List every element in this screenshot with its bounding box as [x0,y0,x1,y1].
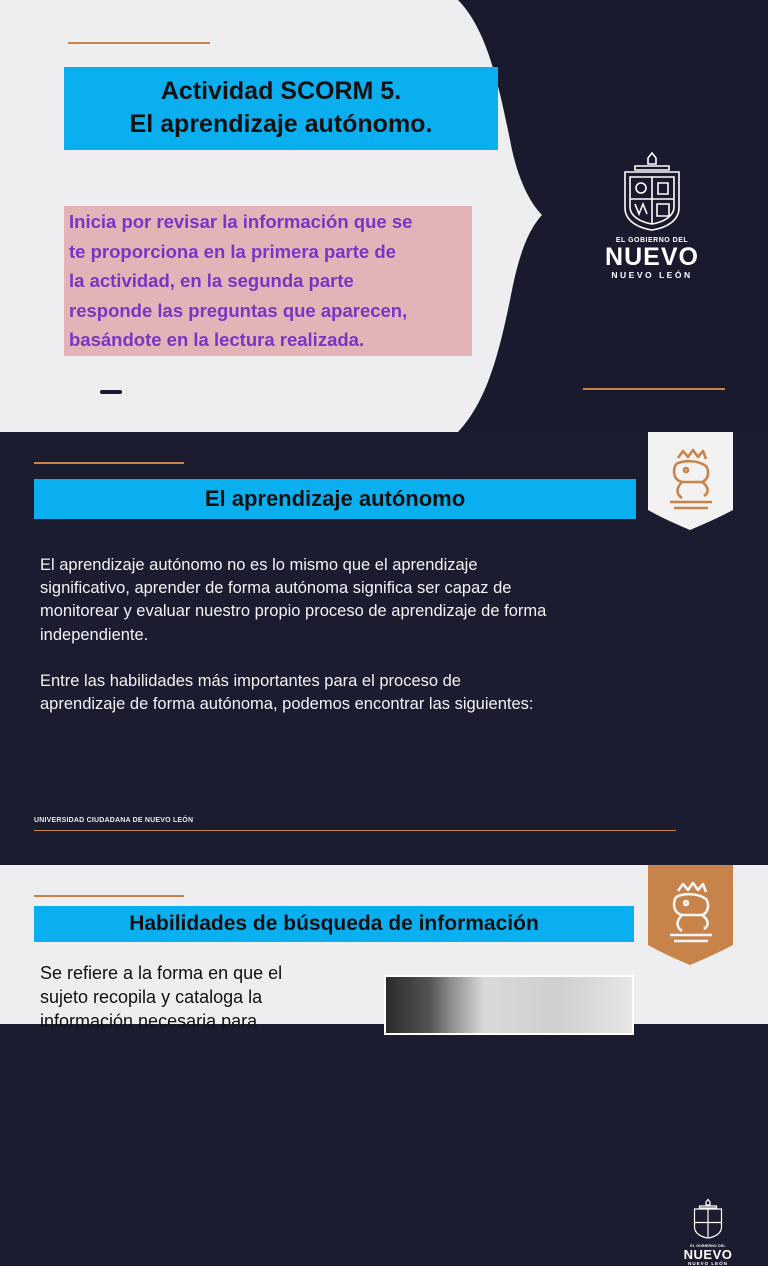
body-paragraphs [40,554,640,716]
right-accent-rule [583,388,725,390]
paragraph-1: El aprendizaje autónomo no es lo mismo que el aprendizaje significativo, aprender de forma autónoma significa ser capaz de monitorear y evaluar nuestro propio proceso de aprendizaje de forma independiente. [40,556,547,644]
footer-university: UNIVERSIDAD CIUDADANA DE NUEVO LEÓN [34,817,194,824]
logo-line-1: EL GOBIERNO DEL [690,1244,726,1248]
top-accent-rule [68,42,210,44]
activity-title-box [64,67,498,150]
paragraph-2: Entre las habilidades más importantes para el proceso de aprendizaje de forma autónoma, podemos encontrar las siguientes: [40,672,534,714]
logo-line-3: NUEVO LEÓN [611,270,693,280]
photo-image [384,975,634,1035]
coat-of-arms-icon [692,1199,724,1239]
section-title-box: El aprendizaje autónomo [34,479,636,519]
top-accent-rule [34,895,184,897]
logo-line-2: NUEVO [605,243,699,271]
section-title-box: Habilidades de búsqueda de información [34,906,634,942]
logo-line-2: NUEVO [683,1247,733,1262]
logo-line-3: NUEVO LEÓN [688,1261,728,1266]
lion-badge-icon [648,432,733,530]
government-logo [596,152,708,280]
logo-line-1: EL GOBIERNO DEL [615,237,689,244]
lion-badge-icon [648,865,733,965]
slide-1 [0,0,768,432]
coat-of-arms-icon [621,152,683,232]
activity-title-line2: El aprendizaje autónomo. [129,110,433,138]
instructions-text: Inicia por revisar la información que se te proporciona en la primera parte de la actividad, en la segunda parte responde las preguntas que aparecen, basándote en la lectura realizada. [64,206,472,356]
government-logo-small [680,1199,736,1266]
footer-rule [34,830,676,831]
slide-3 [0,865,768,1031]
activity-title-line1: Actividad SCORM 5. [160,77,402,105]
skill-description: Se refiere a la forma en que el sujeto recopila y cataloga la información necesaria para [40,963,283,1031]
top-accent-rule [34,462,184,464]
dash-mark [100,390,122,394]
